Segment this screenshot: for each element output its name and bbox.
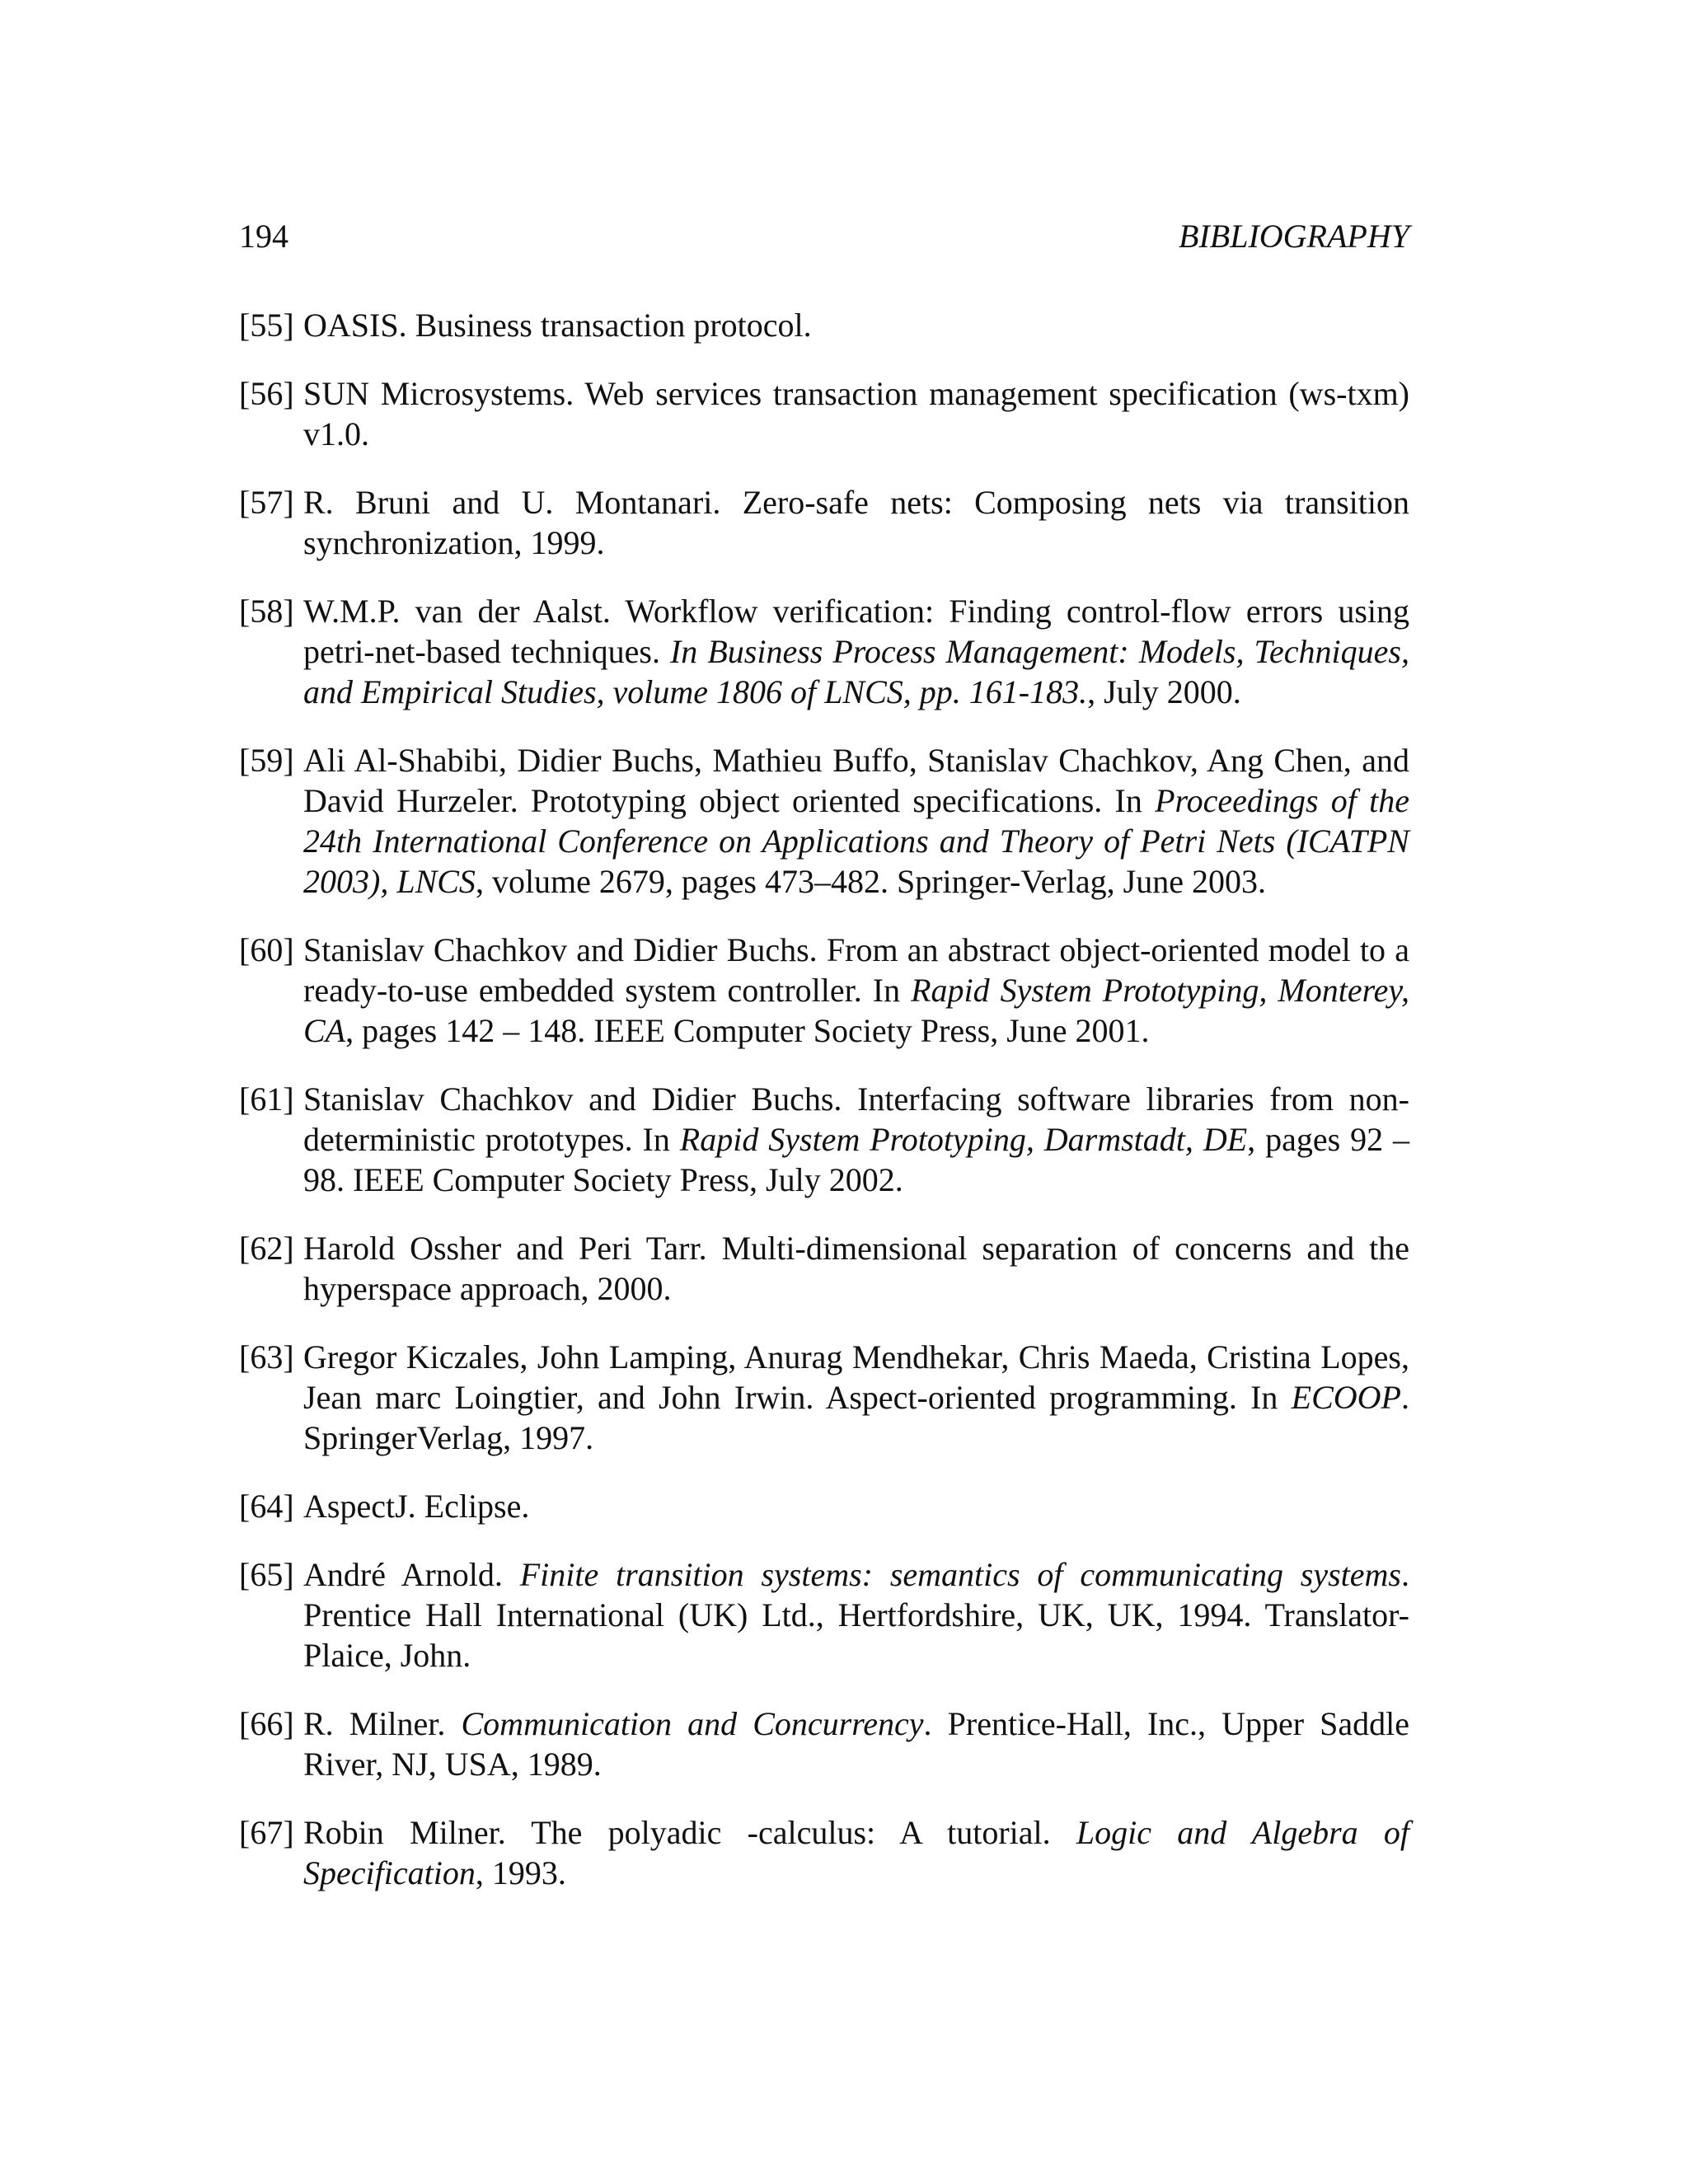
page-number: 194: [239, 218, 288, 255]
reference-entry: [239, 1228, 1409, 1309]
reference-text: [303, 375, 1409, 452]
reference-entry: [239, 930, 1409, 1051]
reference-entry: [239, 1486, 1409, 1526]
reference-segment: . Prentice-Hall, Inc., Upper Saddle River, NJ, USA, 1989.: [303, 1705, 1409, 1783]
running-head: [239, 216, 1409, 257]
reference-entry: [239, 1812, 1409, 1893]
reference-segment: Robin Milner. The polyadic -calculus: A tutorial.: [303, 1814, 1076, 1851]
reference-label: [60]: [239, 931, 294, 968]
reference-text: [303, 1488, 529, 1525]
reference-italic-segment: Finite transition systems: semantics of communicating systems: [519, 1556, 1401, 1593]
reference-text: [303, 307, 812, 344]
reference-segment: Harold Ossher and Peri Tarr. Multi-dimensional separation of concerns and the hyperspace approach, 2000.: [303, 1230, 1409, 1307]
reference-label: [65]: [239, 1556, 294, 1593]
reference-entry: [239, 591, 1409, 712]
reference-entry: [239, 1337, 1409, 1458]
reference-text: [303, 1338, 1409, 1456]
reference-italic-segment: Rapid System Prototyping, Monterey, CA: [303, 972, 1409, 1049]
reference-label: [59]: [239, 742, 294, 779]
reference-segment: Ali Al-Shabibi, Didier Buchs, Mathieu Buffo, Stanislav Chachkov, Ang Chen, and David Hurzeler. Prototyping object oriented specifications. In: [303, 742, 1409, 819]
reference-segment: , pages 92 – 98. IEEE Computer Society Press, July 2002.: [303, 1121, 1409, 1198]
reference-entry: [239, 305, 1409, 345]
reference-label: [57]: [239, 484, 294, 521]
reference-entry: [239, 1554, 1409, 1675]
reference-segment: OASIS. Business transaction protocol.: [303, 307, 812, 344]
reference-label: [58]: [239, 593, 294, 630]
bibliography-list: [239, 305, 1409, 1921]
reference-text: [303, 484, 1409, 561]
reference-italic-segment: Proceedings of the 24th International Conference on Applications and Theory of Petri Nets (ICATPN 2003), LNCS: [303, 782, 1409, 900]
reference-label: [64]: [239, 1488, 294, 1525]
reference-entry: [239, 373, 1409, 454]
reference-label: [66]: [239, 1705, 294, 1742]
reference-segment: Stanislav Chachkov and Didier Buchs. Interfacing software libraries from non-deterministic prototypes. In: [303, 1080, 1409, 1158]
reference-italic-segment: Communication and Concurrency: [461, 1705, 924, 1742]
reference-segment: R. Milner.: [303, 1705, 462, 1742]
reference-segment: W.M.P. van der Aalst. Workflow verification: Finding control-flow errors using petri-net-based techniques.: [303, 593, 1409, 670]
reference-label: [61]: [239, 1080, 294, 1118]
reference-italic-segment: Rapid System Prototyping, Darmstadt, DE: [679, 1121, 1248, 1158]
reference-text: [303, 1230, 1409, 1307]
reference-segment: AspectJ. Eclipse.: [303, 1488, 530, 1525]
reference-segment: , July 2000.: [1087, 673, 1241, 710]
section-title: BIBLIOGRAPHY: [1179, 218, 1409, 255]
reference-text: [303, 593, 1409, 710]
reference-label: [63]: [239, 1338, 294, 1376]
reference-label: [62]: [239, 1230, 294, 1267]
reference-label: [67]: [239, 1814, 294, 1851]
reference-text: [303, 1556, 1409, 1674]
reference-segment: . Prentice Hall International (UK) Ltd., Hertfordshire, UK, UK, 1994. Translator-Plaice, John.: [303, 1556, 1409, 1674]
reference-segment: R. Bruni and U. Montanari. Zero-safe nets: Composing nets via transition synchronization, 1999.: [303, 484, 1409, 561]
reference-segment: Stanislav Chachkov and Didier Buchs. From an abstract object-oriented model to a ready-to-use embedded system controller. In: [303, 931, 1409, 1009]
reference-text: [303, 1814, 1409, 1891]
reference-entry: [239, 740, 1409, 902]
reference-label: [55]: [239, 307, 294, 344]
reference-entry: [239, 1079, 1409, 1200]
reference-text: [303, 742, 1409, 900]
reference-text: [303, 931, 1409, 1049]
reference-label: [56]: [239, 375, 294, 412]
reference-entry: [239, 1704, 1409, 1784]
reference-italic-segment: Logic and Algebra of Specification: [303, 1814, 1410, 1891]
reference-segment: Gregor Kiczales, John Lamping, Anurag Mendhekar, Chris Maeda, Cristina Lopes, Jean marc Loingtier, and John Irwin. Aspect-oriented programming. In: [303, 1338, 1409, 1416]
reference-segment: , 1993.: [475, 1854, 566, 1891]
reference-segment: . SpringerVerlag, 1997.: [303, 1379, 1409, 1456]
reference-italic-segment: ECOOP: [1291, 1379, 1401, 1416]
reference-text: [303, 1705, 1409, 1783]
reference-segment: André Arnold.: [303, 1556, 520, 1593]
reference-text: [303, 1080, 1409, 1198]
reference-italic-segment: In Business Process Management: Models, Techniques, and Empirical Studies, volume 1806 of LNCS, pp. 161-183.: [303, 633, 1409, 710]
reference-segment: SUN Microsystems. Web services transaction management specification (ws-txm) v1.0.: [303, 375, 1409, 452]
reference-segment: , pages 142 – 148. IEEE Computer Society Press, June 2001.: [345, 1012, 1150, 1049]
reference-entry: [239, 482, 1409, 563]
reference-segment: , volume 2679, pages 473–482. Springer-Verlag, June 2003.: [475, 863, 1266, 900]
